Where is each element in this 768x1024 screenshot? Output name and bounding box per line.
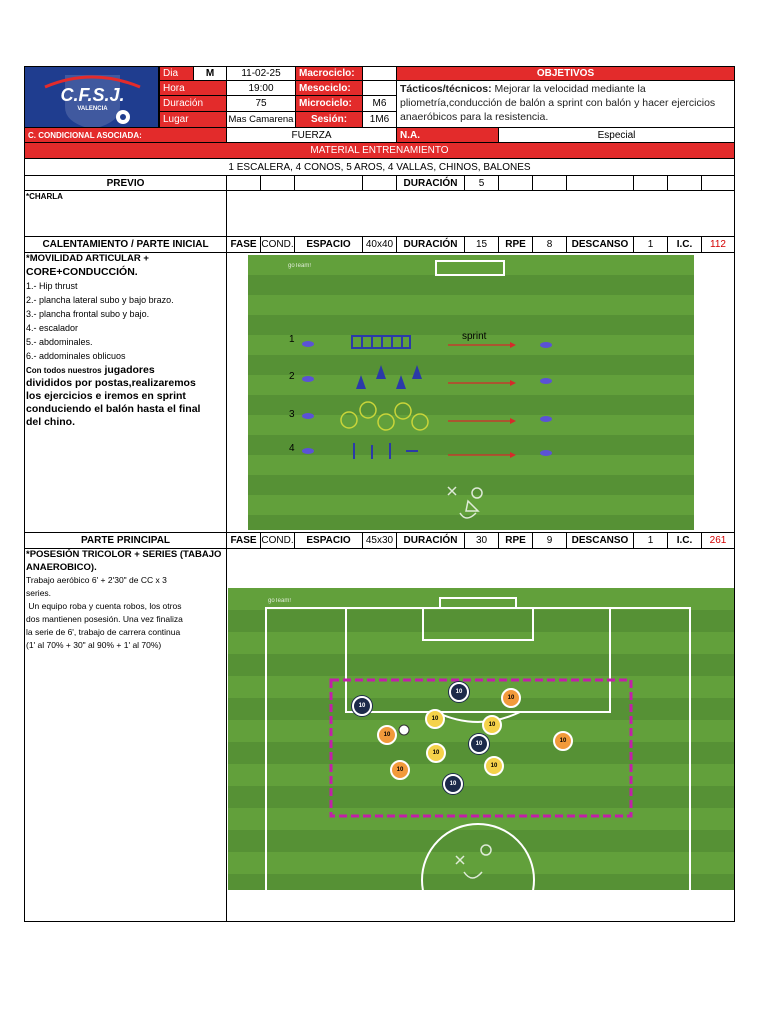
pp-title: PARTE PRINCIPAL — [24, 532, 227, 549]
cal-field-diagram — [248, 255, 694, 530]
previo-empty-5 — [498, 175, 533, 191]
player-yellow: 10 — [426, 743, 446, 763]
player-navy: 10 — [469, 734, 489, 754]
mesociclo-value — [362, 80, 397, 96]
duracion-label: Duración — [159, 95, 227, 112]
cal-desc-big5: del chino. — [26, 416, 76, 428]
hora-label: Hora — [159, 80, 227, 96]
pp-descanso-value: 1 — [633, 532, 668, 549]
mesociclo-label: Mesociclo: — [295, 80, 363, 96]
sesion-label: Sesión: — [295, 111, 363, 128]
cal-espacio: ESPACIO — [294, 236, 363, 253]
dia-date: 11-02-25 — [226, 66, 296, 81]
cal-row-label-4: 4 — [289, 443, 295, 454]
cal-row-label-2: 2 — [289, 371, 295, 382]
cal-duracion-value: 15 — [464, 236, 499, 253]
pp-ic-value: 261 — [701, 532, 735, 549]
microciclo-label: Microciclo: — [295, 95, 363, 112]
previo-content: *CHARLA — [26, 192, 63, 201]
previo-empty-6 — [532, 175, 567, 191]
previo-empty-8 — [633, 175, 668, 191]
player-navy: 10 — [443, 774, 463, 794]
cal-item: 2.- plancha lateral subo y bajo brazo. — [26, 295, 174, 305]
previo-duracion-label: DURACIÓN — [396, 175, 465, 191]
cal-item: 6.- addominales oblicuos — [26, 351, 126, 361]
cal-espacio-value: 40x40 — [362, 236, 397, 253]
previo-empty-3 — [294, 175, 363, 191]
objetivos-text: Mejorar la velocidad mediante la pliometría,conducción de balón a sprint con balón y hacer ejercicios anaeróbicos para la resistencia. — [400, 83, 716, 123]
macrociclo-value — [362, 66, 397, 81]
lugar-label: Lugar — [159, 111, 227, 128]
player-yellow: 10 — [425, 709, 445, 729]
logo-text: C.F.S.J. — [60, 85, 125, 105]
lugar-value: Mas Camarena — [226, 111, 296, 128]
pp-fase: FASE — [226, 532, 261, 549]
cal-desc-big3: los ejercicios e iremos en sprint — [26, 390, 186, 402]
cal-desc-big1: jugadores — [101, 364, 155, 376]
pp-espacio: ESPACIO — [294, 532, 363, 549]
previo-empty-2 — [260, 175, 295, 191]
cal-brand: goTeam! — [288, 263, 312, 269]
player-orange: 10 — [501, 688, 521, 708]
cal-descanso: DESCANSO — [566, 236, 634, 253]
material-value: 1 ESCALERA, 4 CONOS, 5 AROS, 4 VALLAS, CHINOS, BALONES — [24, 158, 735, 176]
na-label: N.A. — [396, 127, 499, 143]
cal-ic-value: 112 — [701, 236, 735, 253]
cal-rpe: RPE — [498, 236, 533, 253]
cal-description — [26, 364, 226, 429]
pp-line: Trabajo aeróbico 6' + 2'30" de CC x 3 — [26, 575, 167, 585]
pp-duracion: DURACIÓN — [396, 532, 465, 549]
cal-fase: FASE — [226, 236, 261, 253]
cal-desc-small: Con todos nuestros — [26, 366, 102, 375]
cal-heading-1: *MOVILIDAD ARTICULAR + — [26, 253, 149, 264]
pp-line: Un equipo roba y cuenta robos, los otros — [26, 601, 182, 611]
sesion-value: 1M6 — [362, 111, 397, 128]
pp-heading-1: *POSESIÓN TRICOLOR + SERIES (TABAJO — [26, 549, 222, 560]
pp-field-diagram — [228, 588, 734, 890]
player-yellow: 10 — [484, 756, 504, 776]
player-orange: 10 — [377, 725, 397, 745]
cal-rpe-value: 8 — [532, 236, 567, 253]
pp-line: dos mantienen posesión. Una vez finaliza — [26, 614, 183, 624]
objetivos-content — [396, 80, 735, 128]
pp-line: la serie de 6', trabajo de carrera continua — [26, 627, 181, 637]
previo-duracion-value: 5 — [464, 175, 499, 191]
cal-cond: COND. — [260, 236, 295, 253]
dia-day: M — [193, 66, 227, 81]
player-navy: 10 — [352, 696, 372, 716]
pp-cond: COND. — [260, 532, 295, 549]
previo-right-box — [226, 190, 735, 237]
pp-rpe: RPE — [498, 532, 533, 549]
cal-desc-big4: conduciendo el balón hasta el final — [26, 403, 201, 415]
cal-duracion: DURACIÓN — [396, 236, 465, 253]
cal-ic: I.C. — [667, 236, 702, 253]
cal-row-label-3: 3 — [289, 409, 295, 420]
previo-empty-4 — [362, 175, 397, 191]
cal-title: CALENTAMIENTO / PARTE INICIAL — [24, 236, 227, 253]
pp-ic: I.C. — [667, 532, 702, 549]
previo-empty-9 — [667, 175, 702, 191]
player-navy: 10 — [449, 682, 469, 702]
pp-duracion-value: 30 — [464, 532, 499, 549]
cal-row-label-1: 1 — [289, 334, 295, 345]
material-header: MATERIAL ENTRENAMIENTO — [24, 142, 735, 159]
pp-brand: goTeam! — [268, 598, 292, 604]
club-logo-box — [24, 66, 159, 130]
previo-title: PREVIO — [24, 175, 227, 191]
pp-descanso: DESCANSO — [566, 532, 634, 549]
cal-item: 3.- plancha frontal subo y bajo. — [26, 309, 150, 319]
previo-empty-1 — [226, 175, 261, 191]
player-yellow: 10 — [482, 715, 502, 735]
pp-espacio-value: 45x30 — [362, 532, 397, 549]
pp-text — [26, 548, 226, 652]
duracion-value: 75 — [226, 95, 296, 112]
na-value: Especial — [498, 127, 735, 143]
cond-value: FUERZA — [226, 127, 397, 143]
previo-content-box — [24, 190, 227, 237]
objetivos-bold: Tácticos/técnicos: — [400, 83, 492, 95]
cal-item: 1.- Hip thrust — [26, 281, 78, 291]
pp-line: (1' al 70% + 30" al 90% + 1' al 70%) — [26, 640, 162, 650]
cal-descanso-value: 1 — [633, 236, 668, 253]
logo-subtext: VALENCIA — [77, 106, 108, 112]
pp-line: series. — [26, 588, 52, 598]
cal-item: 4.- escalador — [26, 323, 79, 333]
cal-heading-2: CORE+CONDUCCIÓN. — [26, 266, 138, 278]
cal-field-svg — [248, 255, 694, 530]
objetivos-header: OBJETIVOS — [396, 66, 735, 81]
cal-sprint-label: sprint — [462, 331, 487, 342]
pp-rpe-value: 9 — [532, 532, 567, 549]
dia-label: Dia — [159, 66, 194, 81]
cal-text — [26, 253, 226, 429]
microciclo-value: M6 — [362, 95, 397, 112]
hora-value: 19:00 — [226, 80, 296, 96]
macrociclo-label: Macrociclo: — [295, 66, 363, 81]
cond-label: C. CONDICIONAL ASOCIADA: — [24, 127, 227, 143]
cal-desc-big2: divididos por postas,realizaremos — [26, 377, 196, 389]
previo-empty-10 — [701, 175, 735, 191]
player-orange: 10 — [390, 760, 410, 780]
previo-empty-7 — [566, 175, 634, 191]
player-orange: 10 — [553, 731, 573, 751]
pp-heading-2: ANAEROBICO). — [26, 562, 97, 573]
cal-item: 5.- abdominales. — [26, 337, 93, 347]
